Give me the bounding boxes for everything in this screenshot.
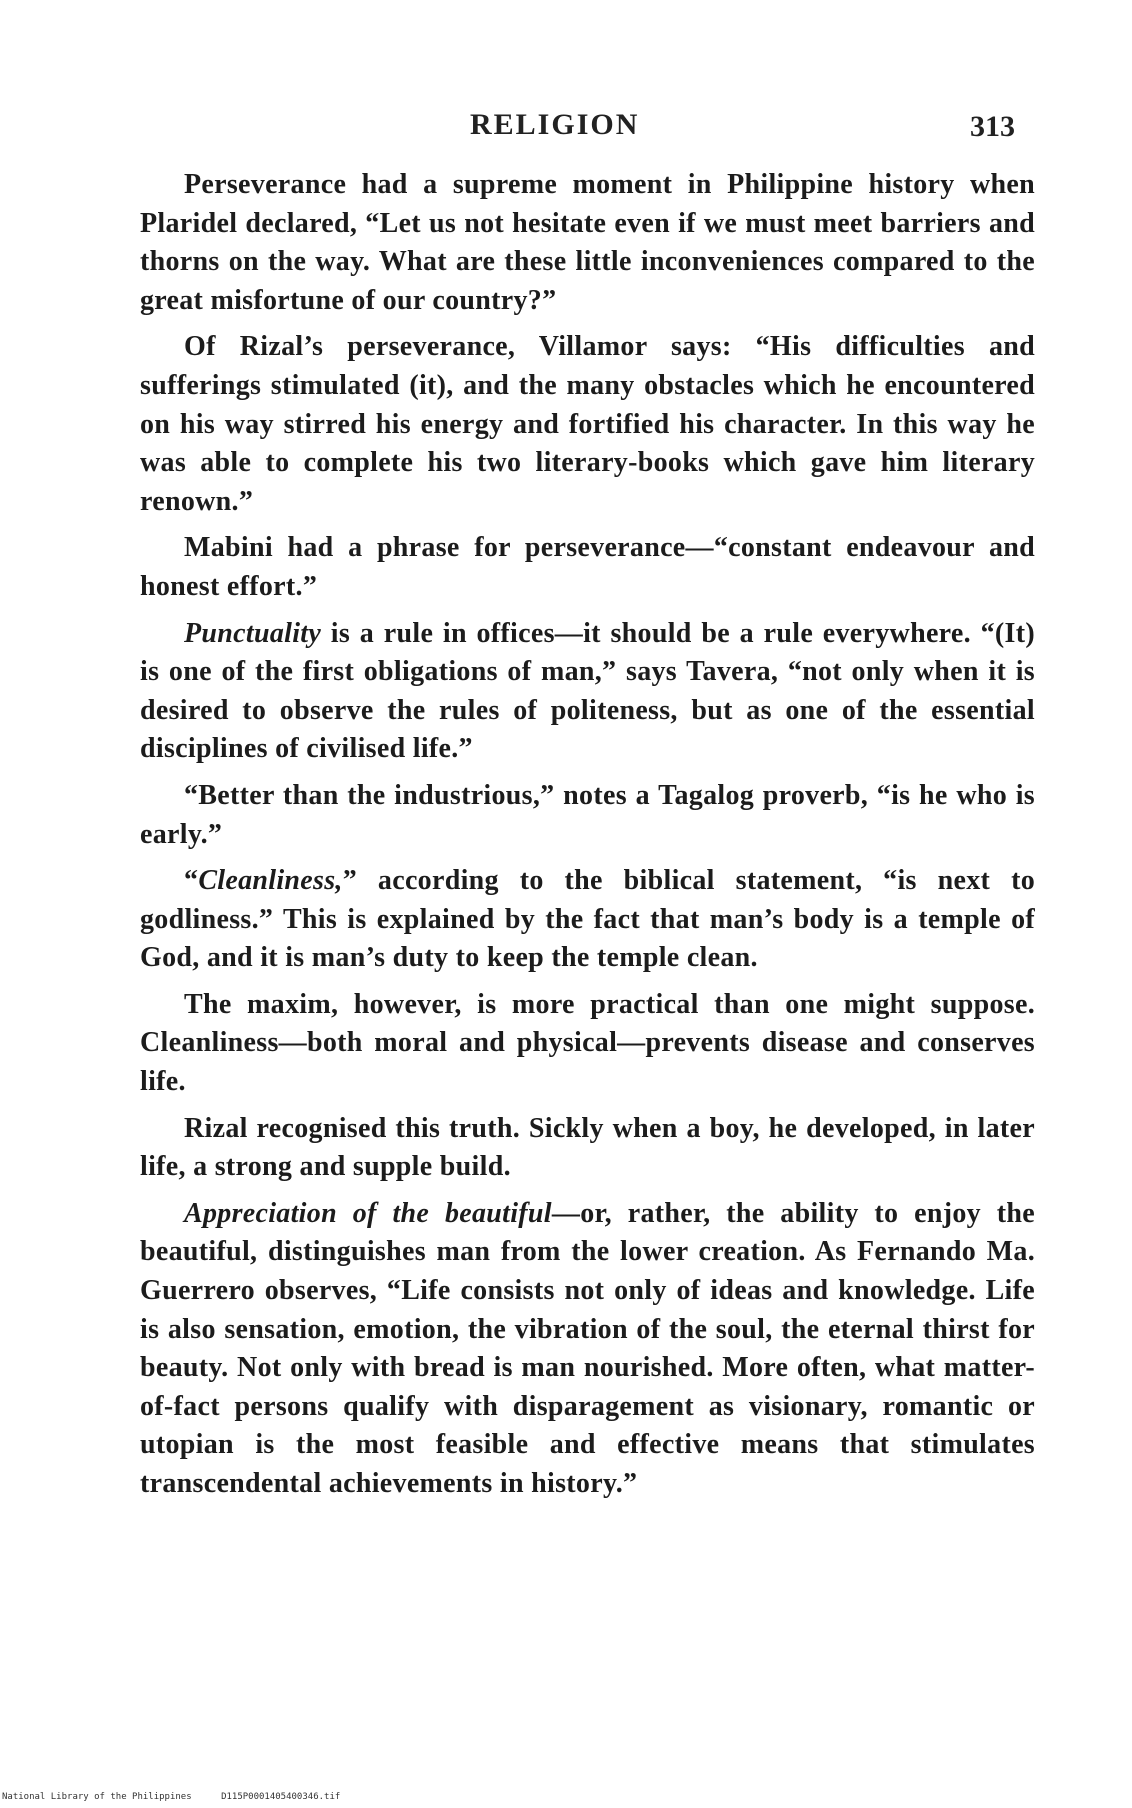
paragraph-maxim	[140, 986, 1035, 1102]
paragraph-text: is a rule in offices—it should be a rule everywhere. “(It) is one of the first obligations of man,” says Tavera, “not only when it is desired to observe the rules of politeness, but as one of the essential disciplines of civilised life.”	[140, 617, 1035, 765]
italic-term: Cleanliness,	[198, 865, 343, 897]
paragraph-perseverance-plaridel	[140, 166, 1035, 320]
opening-quote: “	[184, 865, 199, 897]
library-name: National Library of the Philippines	[2, 1792, 192, 1802]
paragraph-text: The maxim, however, is more practical than one might suppose. Cleanliness—both moral and physical—prevents disease and conserves life.	[140, 988, 1035, 1098]
paragraph-text: Rizal recognised this truth. Sickly when a boy, he developed, in later life, a strong and supple build.	[140, 1112, 1035, 1183]
running-header	[0, 108, 1132, 148]
paragraph-tagalog-proverb	[140, 777, 1035, 854]
paragraph-appreciation-beautiful	[140, 1195, 1035, 1504]
paragraph-text: —or, rather, the ability to enjoy the beautiful, distinguishes man from the lower creation. As Fernando Ma. Guerrero observes, “Life consists not only of ideas and knowledge. Life is also sensation, emotion, the vibration of the soul, the eternal thirst for beauty. Not only with bread is man nourished. More often, what matter-of-fact persons qualify with disparagement as visionary, romantic or utopian is the most feasible and effective means that stimulates transcendental achievements in history.”	[140, 1197, 1035, 1499]
paragraph-cleanliness	[140, 862, 1035, 978]
paragraph-text: Mabini had a phrase for perseverance—“constant endeavour and honest effort.”	[140, 532, 1035, 602]
paragraph-text: Perseverance had a supreme moment in Philippine history when Plaridel declared, “Let us not hesitate even if we must meet barriers and thorns on the way. What are these little inconveniences compared to the great misfortune of our country?”	[140, 169, 1035, 316]
scan-footer	[2, 1792, 364, 1802]
italic-term: Appreciation of the beautiful	[184, 1197, 552, 1229]
running-title: RELIGION	[470, 108, 640, 141]
body-text	[140, 166, 1035, 1512]
paragraph-mabini	[140, 529, 1035, 606]
paragraph-punctuality	[140, 615, 1035, 769]
paragraph-rizal-health	[140, 1110, 1035, 1187]
paragraph-text: ” according to the biblical statement, “is next to godliness.” This is explained by the fact that man’s body is a temple of God, and it is man’s duty to keep the temple clean.	[140, 865, 1035, 974]
paragraph-rizal-perseverance	[140, 328, 1035, 521]
italic-term: Punctuality	[184, 617, 322, 649]
page-number: 313	[970, 110, 1015, 143]
paragraph-text: Of Rizal’s perseverance, Villamor says: “His difficulties and sufferings stimulated (it), and the many obstacles which he encountered on his way stirred his energy and fortified his character. In this way he was able to complete his two literary-books which gave him literary renown.”	[140, 331, 1035, 517]
paragraph-text: “Better than the industrious,” notes a Tagalog proverb, “is he who is early.”	[140, 779, 1035, 850]
file-id: D115P0001405400346.tif	[221, 1792, 341, 1802]
